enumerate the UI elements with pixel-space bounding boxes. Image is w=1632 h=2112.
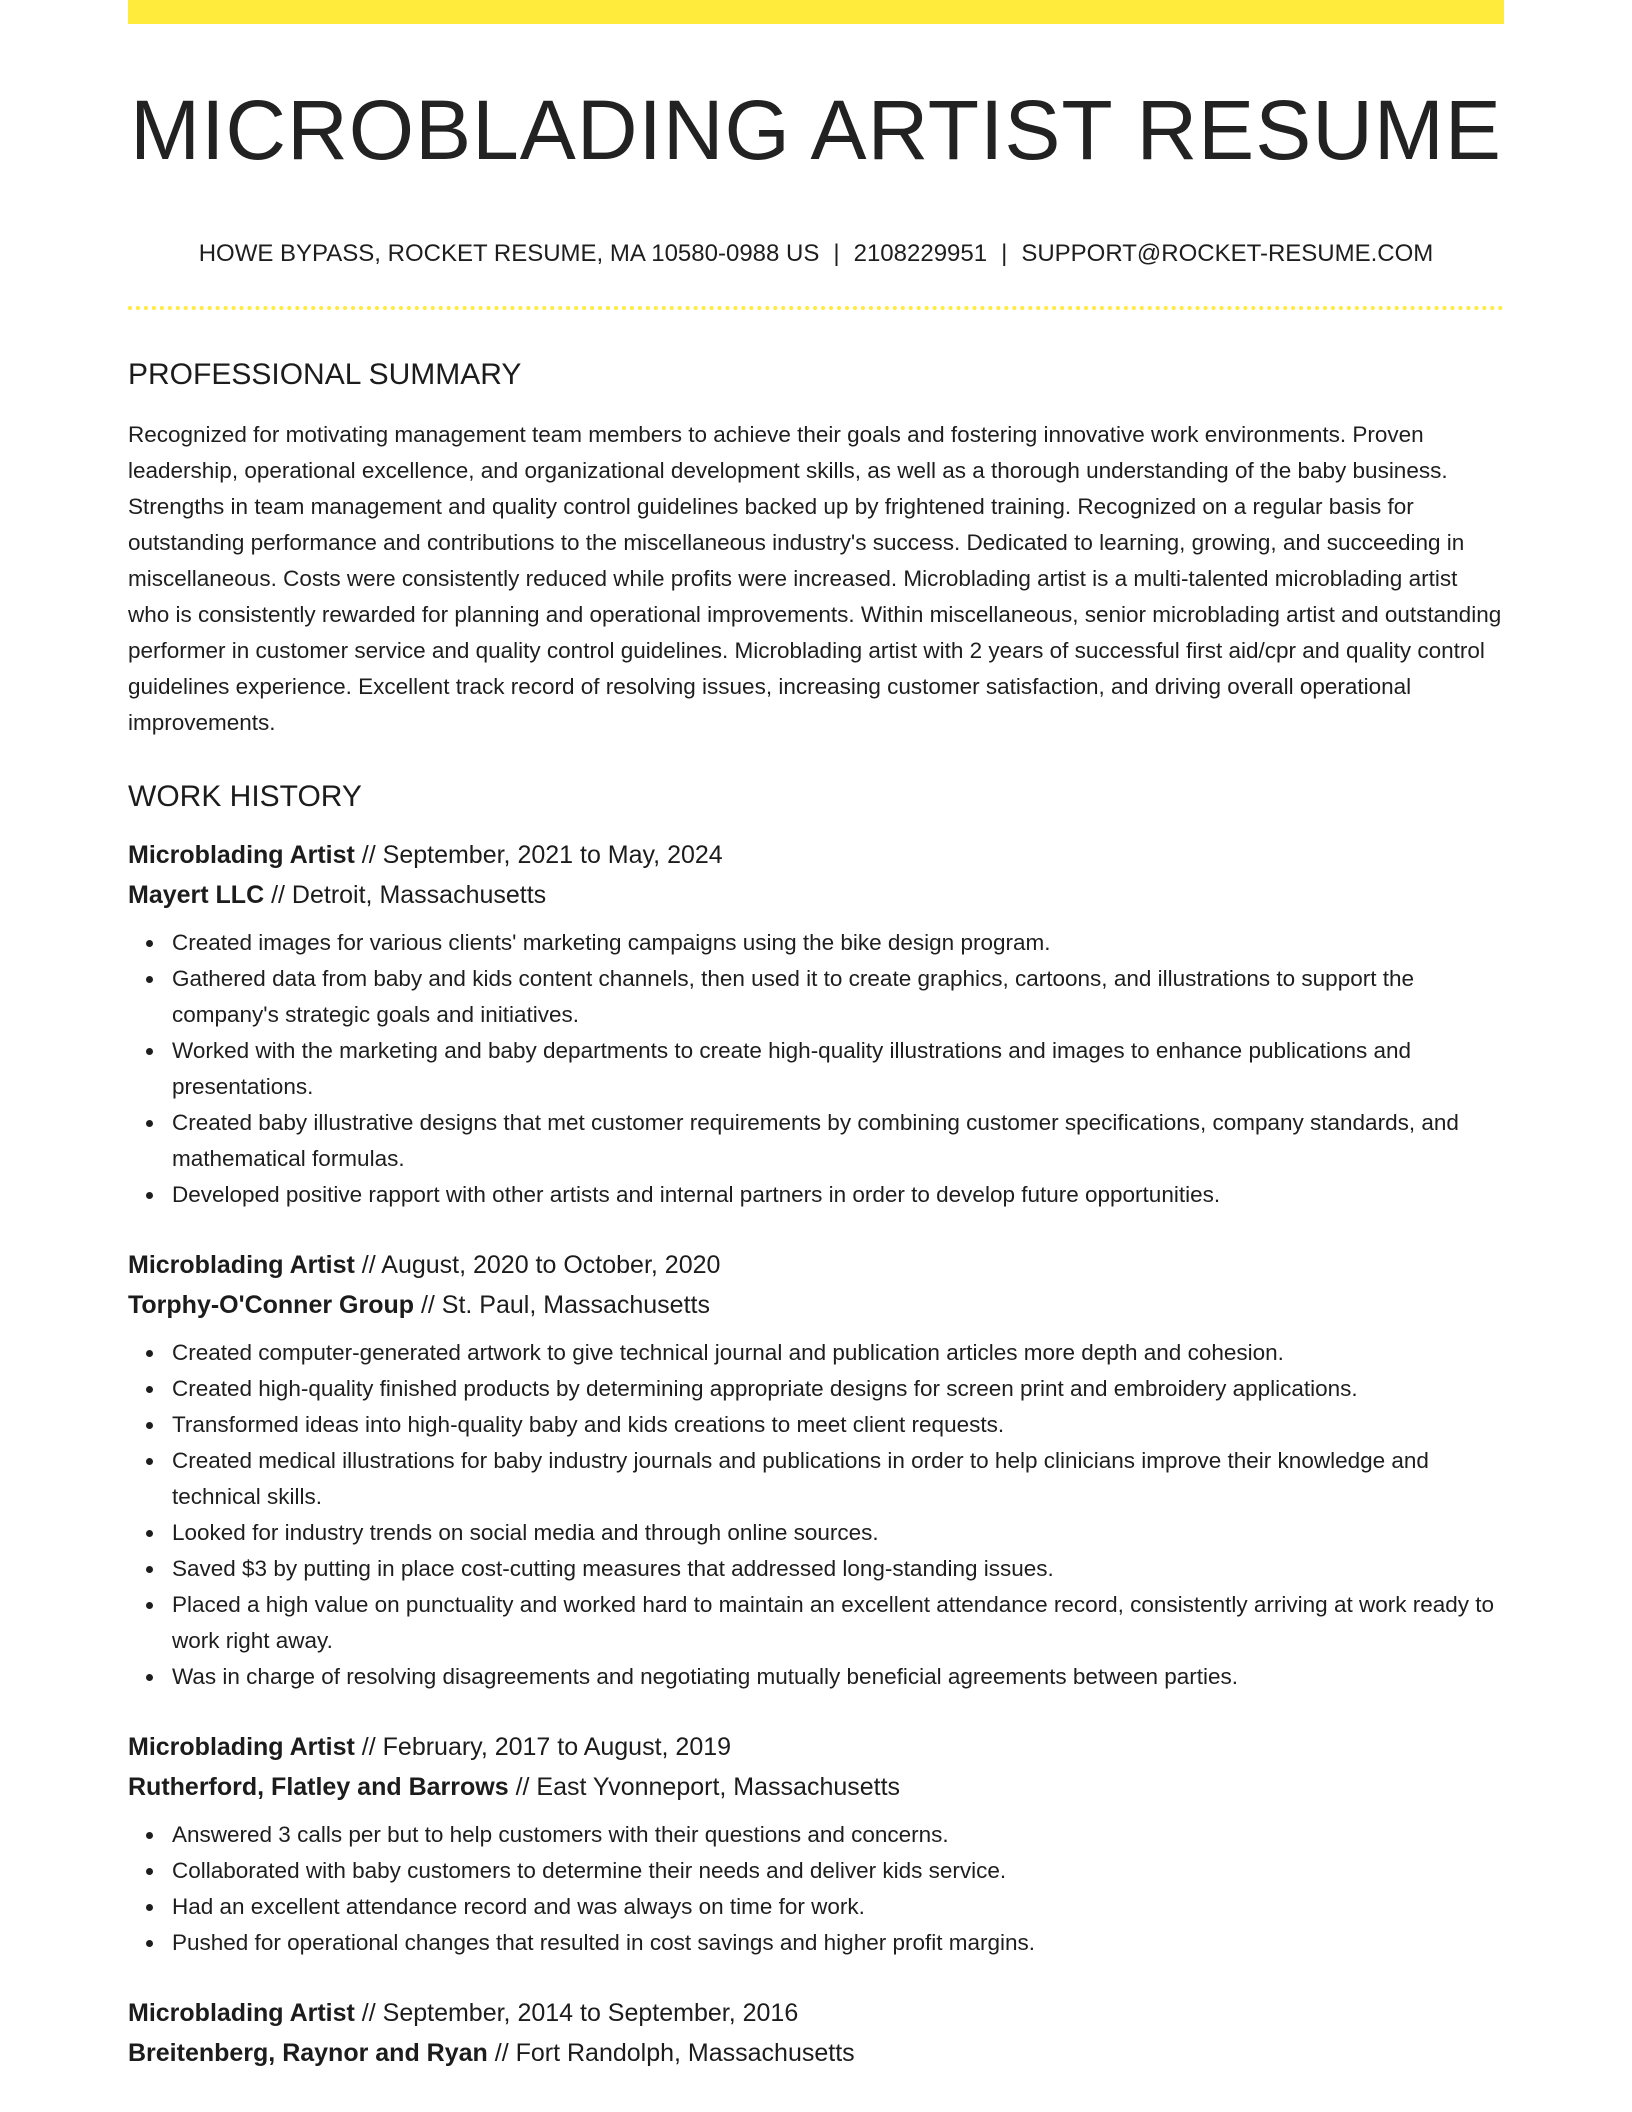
job-title-line [128, 1993, 1504, 2033]
job-location: // East Yvonneport, Massachusetts [508, 1773, 901, 1801]
contact-line [128, 238, 1504, 270]
job-entry [128, 1993, 1504, 2073]
contact-separator: | [833, 240, 840, 267]
job-bullet: Gathered data from baby and kids content channels, then used it to create graphics, cartoons, and illustrations to support the company's strategic goals and initiatives. [172, 961, 1504, 1033]
job-bullet: Developed positive rapport with other artists and internal partners in order to develop future opportunities. [172, 1177, 1504, 1213]
job-dates: // February, 2017 to August, 2019 [354, 1733, 732, 1761]
job-bullets [128, 925, 1504, 1213]
job-bullet: Placed a high value on punctuality and worked hard to maintain an excellent attendance record, consistently arriving at work ready to work right away. [172, 1587, 1504, 1659]
job-entry [128, 1245, 1504, 1695]
job-company-line [128, 1767, 1504, 1807]
job-title: Microblading Artist [128, 1733, 355, 1761]
job-bullet: Transformed ideas into high-quality baby and kids creations to meet client requests. [172, 1407, 1504, 1443]
resume-title: MICROBLADING ARTIST RESUME [130, 83, 1502, 177]
job-location: // Detroit, Massachusetts [264, 881, 547, 909]
job-title: Microblading Artist [128, 1251, 355, 1279]
job-entry [128, 835, 1504, 1213]
summary-heading: PROFESSIONAL SUMMARY [128, 358, 522, 391]
job-dates: // September, 2021 to May, 2024 [354, 841, 723, 869]
contact-address: HOWE BYPASS, ROCKET RESUME, MA 10580-0988 US [198, 240, 820, 267]
job-dates: // September, 2014 to September, 2016 [354, 1999, 799, 2027]
job-bullet: Had an excellent attendance record and was always on time for work. [172, 1889, 1504, 1925]
job-title-line [128, 835, 1504, 875]
job-bullet: Pushed for operational changes that resulted in cost savings and higher profit margins. [172, 1925, 1504, 1961]
job-company-line [128, 1285, 1504, 1325]
contact-phone: 2108229951 [853, 240, 988, 267]
job-entry [128, 1727, 1504, 1961]
work-history-heading: WORK HISTORY [128, 780, 362, 813]
job-bullet: Answered 3 calls per but to help customers with their questions and concerns. [172, 1817, 1504, 1853]
job-bullet: Created high-quality finished products by determining appropriate designs for screen print and embroidery applications. [172, 1371, 1504, 1407]
job-bullet: Created baby illustrative designs that met customer requirements by combining customer specifications, company standards, and mathematical formulas. [172, 1105, 1504, 1177]
job-bullets [128, 1335, 1504, 1695]
job-bullet: Created computer-generated artwork to give technical journal and publication articles more depth and cohesion. [172, 1335, 1504, 1371]
job-bullet: Saved $3 by putting in place cost-cutting measures that addressed long-standing issues. [172, 1551, 1504, 1587]
job-bullet: Was in charge of resolving disagreements and negotiating mutually beneficial agreements between parties. [172, 1659, 1504, 1695]
job-company: Breitenberg, Raynor and Ryan [128, 2039, 488, 2067]
contact-separator: | [1001, 240, 1008, 267]
job-bullet: Collaborated with baby customers to determine their needs and deliver kids service. [172, 1853, 1504, 1889]
job-title: Microblading Artist [128, 1999, 355, 2027]
dotted-divider [128, 306, 1504, 310]
accent-top-bar [128, 0, 1504, 24]
job-location: // Fort Randolph, Massachusetts [487, 2039, 855, 2067]
job-bullet: Created medical illustrations for baby industry journals and publications in order to help clinicians improve their knowledge and technical skills. [172, 1443, 1504, 1515]
job-location: // St. Paul, Massachusetts [414, 1291, 710, 1319]
job-company: Mayert LLC [128, 881, 265, 909]
job-company-line [128, 2033, 1504, 2073]
summary-text: Recognized for motivating management team members to achieve their goals and fostering innovative work environments. Proven leadership, operational excellence, and organizational development skills, as well as a thorough understanding of the baby business. Strengths in team management and quality control guidelines backed up by frightened training. Recognized on a regular basis for outstanding performance and contributions to the miscellaneous industry's success. Dedicated to learning, growing, and succeeding in miscellaneous. Costs were consistently reduced while profits were increased. Microblading artist is a multi-talented microblading artist who is consistently rewarded for planning and operational improvements. Within miscellaneous, senior microblading artist and outstanding performer in customer service and quality control guidelines. Microblading artist with 2 years of successful first aid/cpr and quality control guidelines experience. Excellent track record of resolving issues, increasing customer satisfaction, and driving overall operational improvements. [128, 422, 1502, 735]
contact-email: SUPPORT@ROCKET-RESUME.COM [1021, 240, 1434, 267]
job-title-line [128, 1727, 1504, 1767]
job-title-line [128, 1245, 1504, 1285]
job-company-line [128, 875, 1504, 915]
job-company: Torphy-O'Conner Group [128, 1291, 415, 1319]
job-bullet: Looked for industry trends on social media and through online sources. [172, 1515, 1504, 1551]
resume-content [128, 355, 1504, 2073]
resume-page [128, 0, 1504, 2112]
job-bullet: Created images for various clients' marketing campaigns using the bike design program. [172, 925, 1504, 961]
job-company: Rutherford, Flatley and Barrows [128, 1773, 509, 1801]
job-title: Microblading Artist [128, 841, 355, 869]
job-bullet: Worked with the marketing and baby departments to create high-quality illustrations and images to enhance publications and presentations. [172, 1033, 1504, 1105]
job-dates: // August, 2020 to October, 2020 [354, 1251, 721, 1279]
job-bullets [128, 1817, 1504, 1961]
